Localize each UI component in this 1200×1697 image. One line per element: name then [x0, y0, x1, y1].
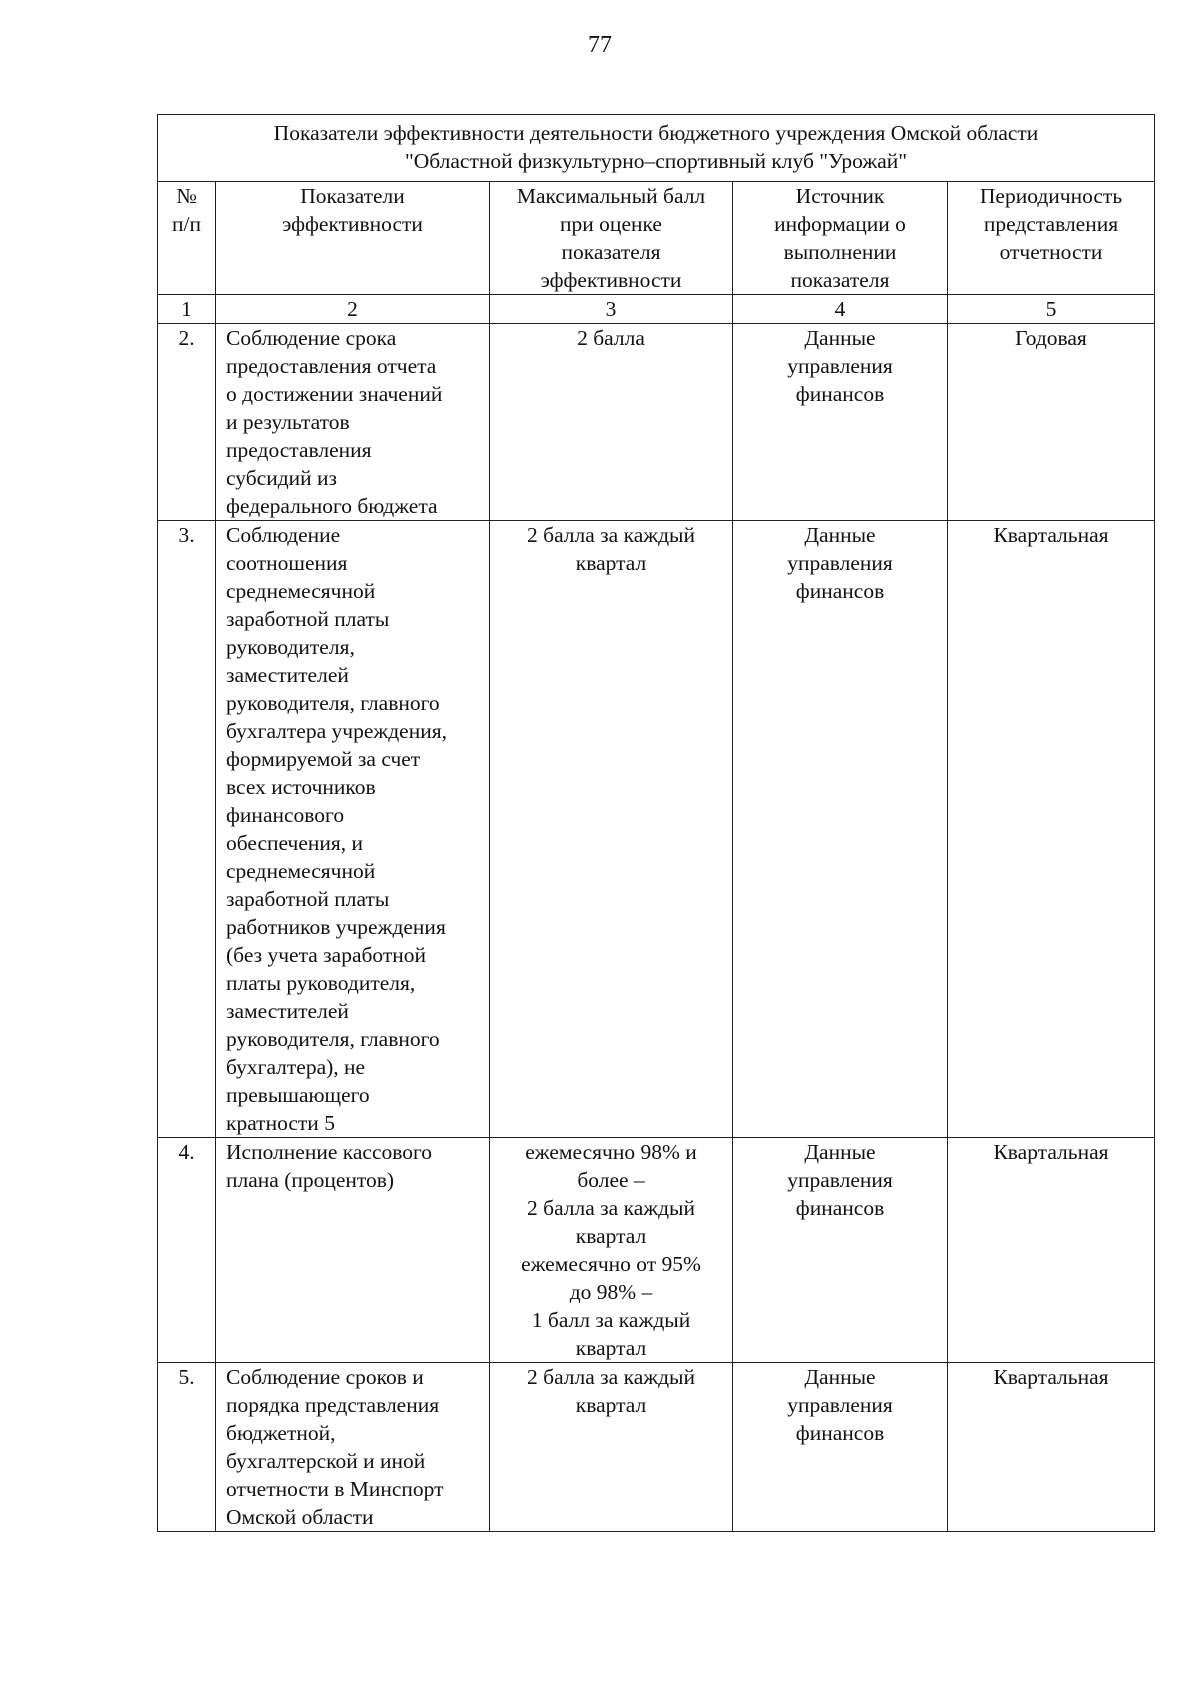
indicator-text: бюджетной, [226, 1421, 336, 1445]
indicator-text: заработной платы [226, 887, 390, 911]
source-text: управления [787, 1168, 893, 1192]
indicator-text: превышающего [226, 1083, 370, 1107]
column-number: 5 [948, 295, 1155, 324]
header-cell-indicators [216, 182, 490, 295]
indicator-text: Соблюдение [226, 523, 341, 547]
column-number: 3 [490, 295, 733, 324]
table-title-line: Показатели эффективности деятельности бюджетного учреждения Омской области [273, 121, 1039, 145]
header-text: эффективности [282, 212, 423, 236]
indicator-text: бухгалтера учреждения, [226, 719, 447, 743]
indicator-text: кратности 5 [226, 1111, 335, 1135]
max-score-text: 1 балл за каждый [531, 1308, 691, 1332]
periodicity-cell: Квартальная [948, 1138, 1155, 1363]
source-text: финансов [795, 1421, 885, 1445]
max-score-text: квартал [575, 1336, 647, 1360]
header-cell-source [733, 182, 948, 295]
max-score-text: ежемесячно 98% и [525, 1140, 697, 1164]
indicator-text: среднемесячной [226, 579, 376, 603]
source-cell [733, 1138, 948, 1363]
header-text: п/п [172, 212, 201, 236]
table-body [158, 324, 1155, 1532]
source-cell [733, 521, 948, 1138]
header-text: при оценке [560, 212, 662, 236]
header-text: Периодичность [979, 184, 1123, 208]
indicator-text: (без учета заработной [226, 943, 427, 967]
header-text: выполнении [783, 240, 897, 264]
max-score-cell [490, 521, 733, 1138]
header-text: отчетности [999, 240, 1103, 264]
column-number: 2 [216, 295, 490, 324]
indicator-text: субсидий из [226, 466, 338, 490]
max-score-text: квартал [575, 1224, 647, 1248]
indicator-text: руководителя, главного [226, 1027, 440, 1051]
column-number: 4 [733, 295, 948, 324]
column-number-row [158, 295, 1155, 324]
header-text: показателя [561, 240, 661, 264]
table-title [158, 115, 1155, 182]
header-cell-number [158, 182, 216, 295]
source-text: финансов [795, 579, 885, 603]
max-score-cell [490, 1363, 733, 1532]
indicator-text: Соблюдение сроков и [226, 1365, 424, 1389]
periodicity-cell: Годовая [948, 324, 1155, 521]
header-text: Показатели [300, 184, 405, 208]
indicator-text: предоставления отчета [226, 354, 437, 378]
indicator-text: среднемесячной [226, 859, 376, 883]
indicator-cell [216, 1363, 490, 1532]
max-score-text: 2 балла [577, 326, 645, 350]
source-text: Данные [804, 1140, 876, 1164]
efficiency-indicators-table [157, 114, 1155, 1532]
indicator-text: предоставления [226, 438, 372, 462]
source-text: Данные [804, 326, 876, 350]
header-cell-periodicity [948, 182, 1155, 295]
indicator-cell [216, 521, 490, 1138]
header-text: представления [983, 212, 1119, 236]
indicator-text: Исполнение кассового [226, 1140, 433, 1164]
table-row [158, 324, 1155, 521]
table-row [158, 1138, 1155, 1363]
indicator-text: Соблюдение срока [226, 326, 397, 350]
header-text: № [176, 184, 197, 208]
indicator-cell [216, 1138, 490, 1363]
indicator-text: о достижении значений [226, 382, 443, 406]
source-text: управления [787, 1393, 893, 1417]
header-text: показателя [790, 268, 890, 292]
header-cell-max-score [490, 182, 733, 295]
indicator-text: финансового [226, 803, 345, 827]
indicator-text: заместителей [226, 663, 349, 687]
indicator-text: плана (процентов) [226, 1168, 395, 1192]
indicator-text: отчетности в Минспорт [226, 1477, 444, 1501]
source-text: финансов [795, 1196, 885, 1220]
max-score-text: квартал [575, 551, 647, 575]
max-score-cell [490, 324, 733, 521]
table-header-row [158, 182, 1155, 295]
max-score-text: 2 балла за каждый [527, 1365, 695, 1389]
periodicity-cell: Квартальная [948, 521, 1155, 1138]
indicator-text: обеспечения, и [226, 831, 364, 855]
periodicity-cell: Квартальная [948, 1363, 1155, 1532]
table-title-line: "Областной физкультурно–спортивный клуб "Урожай" [404, 149, 908, 173]
indicator-text: руководителя, главного [226, 691, 440, 715]
max-score-text: до 98% – [569, 1280, 653, 1304]
column-number: 1 [158, 295, 216, 324]
indicator-text: федерального бюджета [226, 494, 438, 518]
source-text: Данные [804, 523, 876, 547]
source-text: финансов [795, 382, 885, 406]
page-number: 77 [588, 32, 612, 58]
indicator-text: соотношения [226, 551, 348, 575]
header-text: Источник [795, 184, 885, 208]
source-cell [733, 1363, 948, 1532]
indicator-cell [216, 324, 490, 521]
max-score-text: 2 балла за каждый [527, 523, 695, 547]
max-score-text: ежемесячно от 95% [521, 1252, 701, 1276]
max-score-cell [490, 1138, 733, 1363]
row-number: 2. [158, 324, 216, 521]
header-text: эффективности [540, 268, 682, 292]
row-number: 5. [158, 1363, 216, 1532]
source-text: Данные [804, 1365, 876, 1389]
row-number: 3. [158, 521, 216, 1138]
table-row [158, 521, 1155, 1138]
indicator-text: Омской области [226, 1505, 374, 1529]
max-score-text: 2 балла за каждый [527, 1196, 695, 1220]
indicator-text: бухгалтера), не [226, 1055, 366, 1079]
max-score-text: более – [577, 1168, 645, 1192]
source-cell [733, 324, 948, 521]
indicator-text: руководителя, [226, 635, 355, 659]
indicator-text: платы руководителя, [226, 971, 416, 995]
header-text: Максимальный балл [516, 184, 706, 208]
row-number: 4. [158, 1138, 216, 1363]
source-text: управления [787, 551, 893, 575]
max-score-text: квартал [575, 1393, 647, 1417]
indicator-text: бухгалтерской и иной [226, 1449, 426, 1473]
indicator-text: порядка представления [226, 1393, 440, 1417]
indicator-text: работников учреждения [226, 915, 446, 939]
header-text: информации о [774, 212, 906, 236]
table-title-row [158, 115, 1155, 182]
indicator-text: и результатов [226, 410, 350, 434]
indicator-text: заместителей [226, 999, 349, 1023]
indicator-text: заработной платы [226, 607, 390, 631]
table-row [158, 1363, 1155, 1532]
indicator-text: формируемой за счет [226, 747, 421, 771]
source-text: управления [787, 354, 893, 378]
indicator-text: всех источников [226, 775, 376, 799]
